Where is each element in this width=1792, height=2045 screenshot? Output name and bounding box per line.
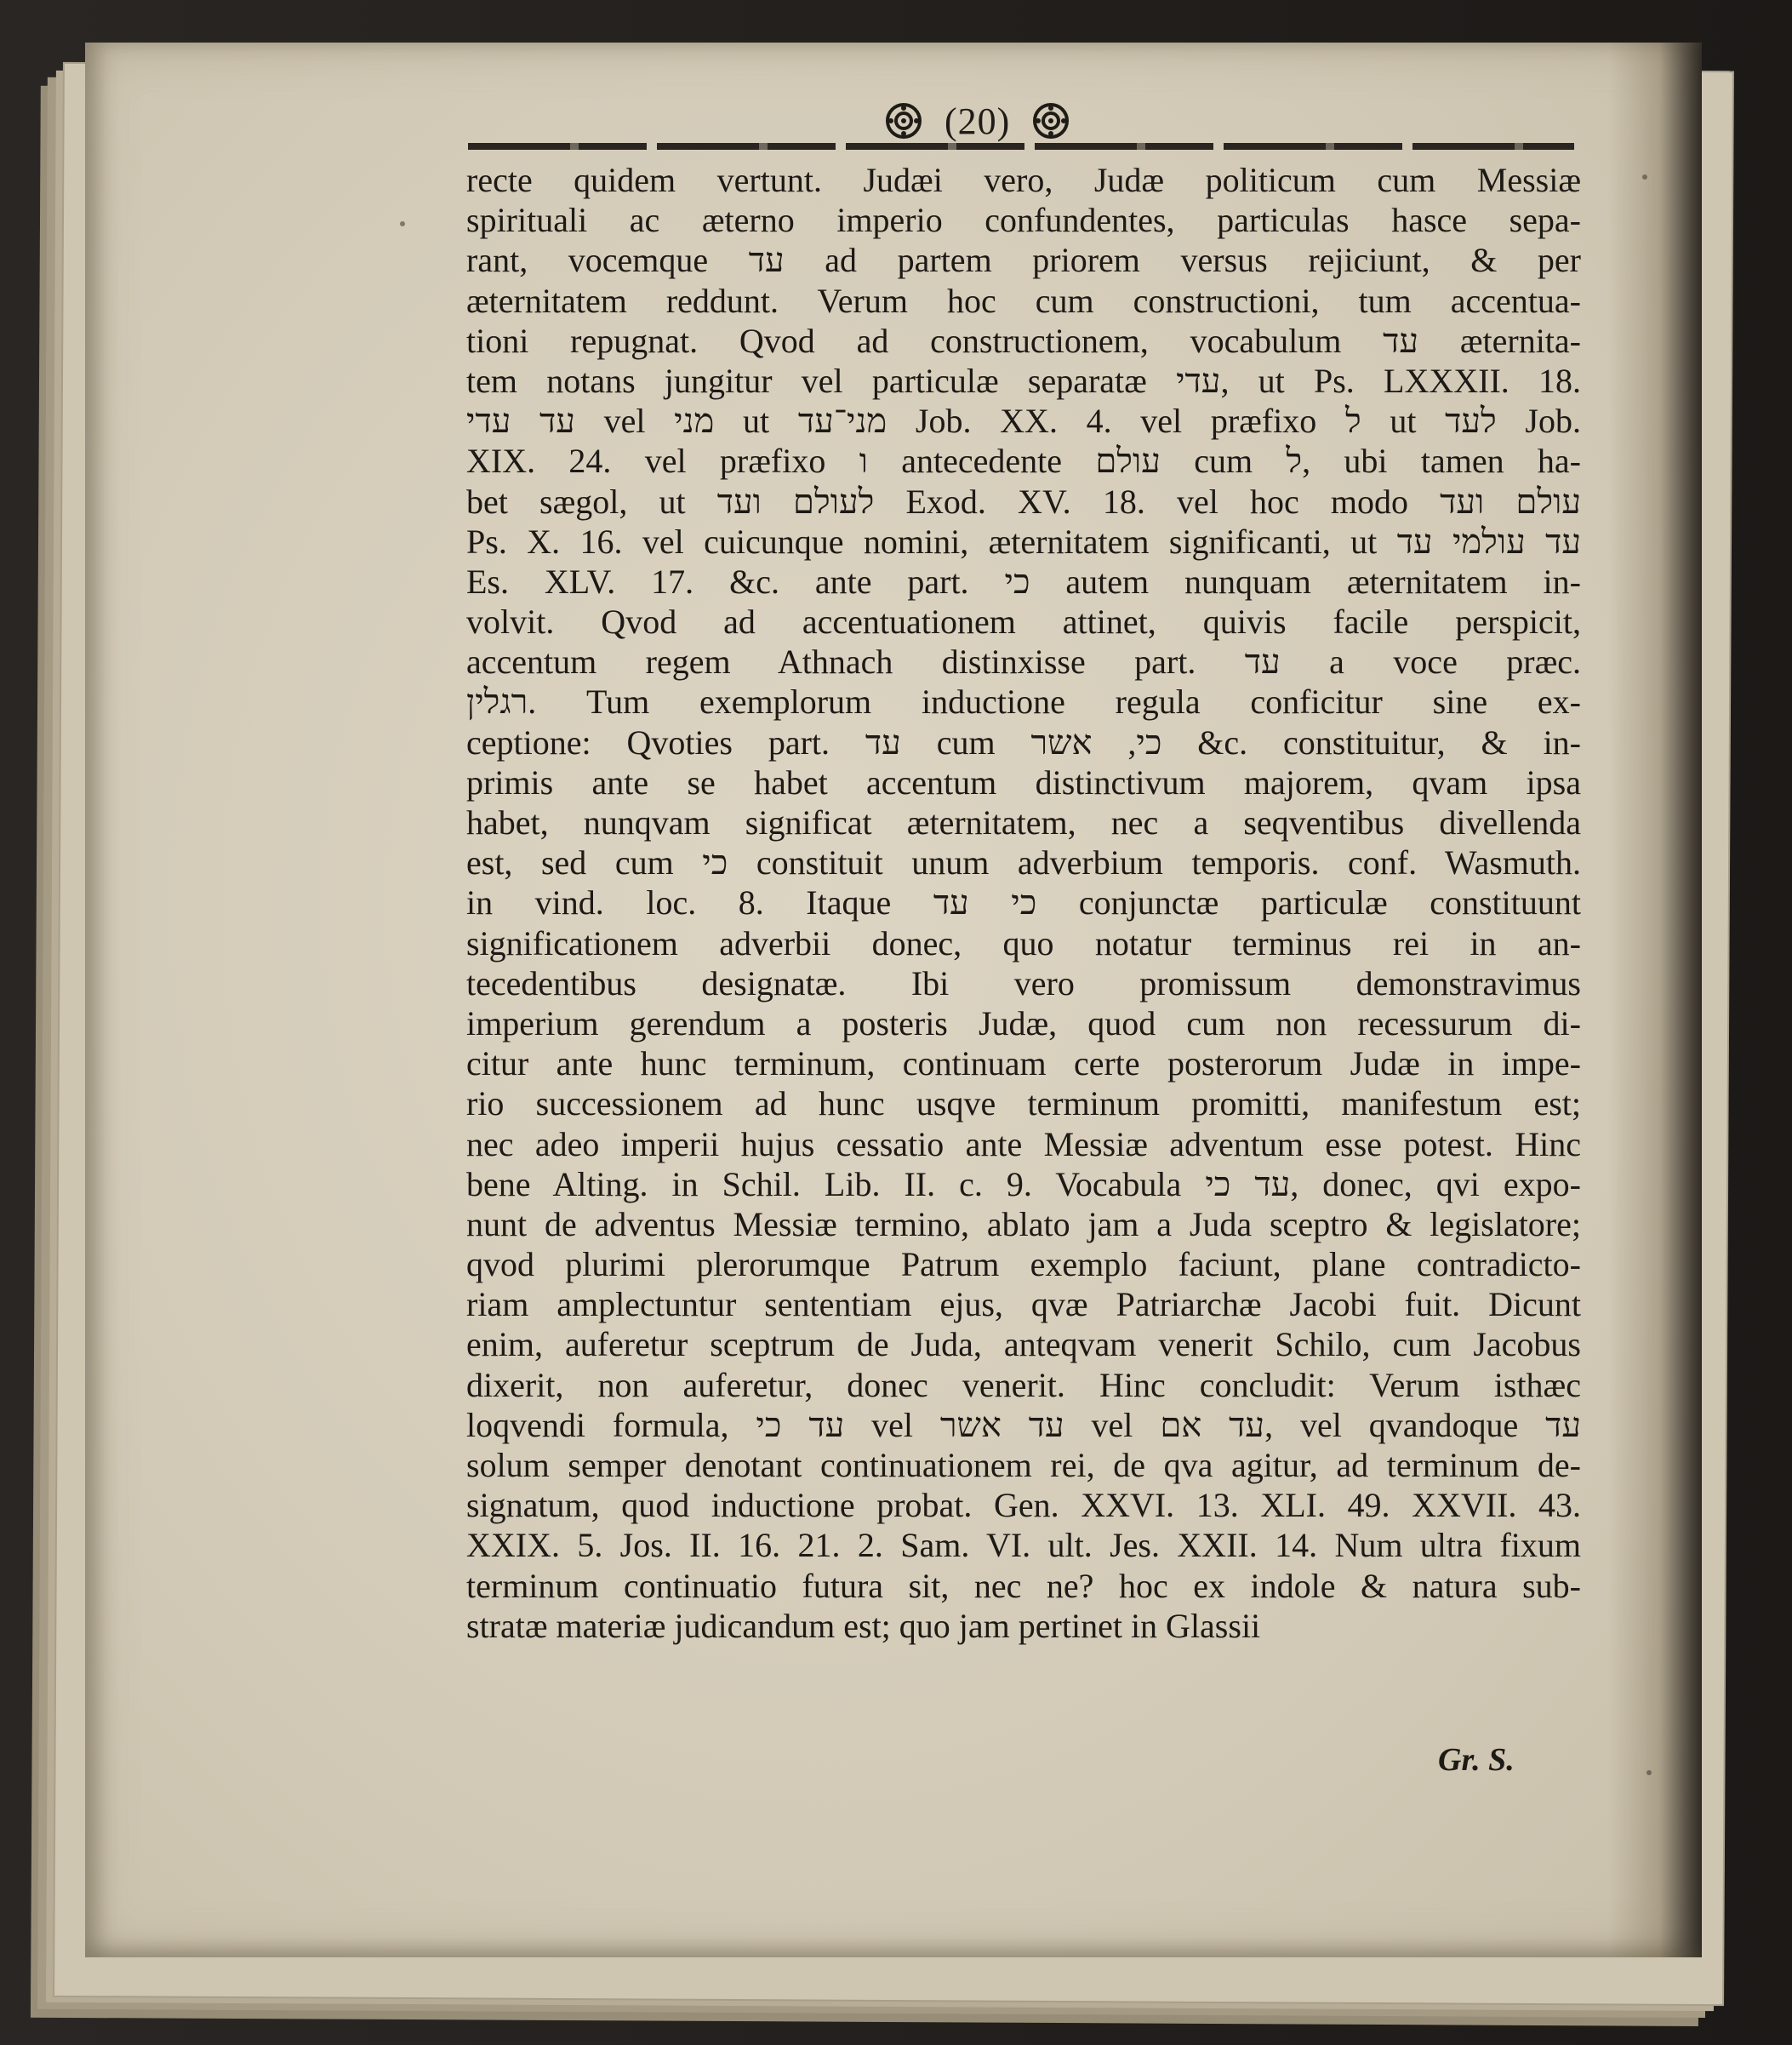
text-line: Es. XLV. 17. &c. ante part. כי autem nunquam æternitatem in- — [466, 562, 1581, 601]
page-number: (20) — [945, 100, 1011, 142]
text-line: accentum regem Athnach distinxisse part. עד a voce præc. — [466, 643, 1581, 682]
text-line: nunt de adventus Messiæ termino, ablato jam a Juda sceptro & legislatore; — [466, 1204, 1581, 1243]
text-line: XIX. 24. vel præfixo ו antecedente עולם cum ל, ubi tamen ha- — [466, 442, 1581, 481]
text-line: primis ante se habet accentum distinctivum majorem, qvam ipsa — [466, 763, 1581, 802]
text-line: bene Alting. in Schil. Lib. II. c. 9. Vocabula עד כי, donec, qvi expo- — [466, 1164, 1581, 1203]
text-line: Ps. X. 16. vel cuicunque nomini, æternitatem significanti, ut עד עולמי עד — [466, 522, 1581, 561]
text-line: tem notans jungitur vel particulæ separatæ עדי, ut Ps. LXXXII. 18. — [466, 361, 1581, 400]
text-line: solum semper denotant continuationem rei, de qva agitur, ad terminum de- — [466, 1446, 1581, 1484]
text-line: habet, nunqvam significat æternitatem, nec a seqventibus divellenda — [466, 803, 1581, 842]
text-line: terminum continuatio futura sit, nec ne? hoc ex indole & natura sub- — [466, 1566, 1581, 1605]
text-line: volvit. Qvod ad accentuationem attinet, quivis facile perspicit, — [466, 603, 1581, 642]
text-line: qvod plurimi plerorumque Patrum exemplo faciunt, plane contradicto- — [466, 1245, 1581, 1284]
text-line: dixerit, non auferetur, donec venerit. Hinc concludit: Verum isthæc — [466, 1365, 1581, 1404]
header-rule — [468, 143, 1574, 150]
text-line: spirituali ac æterno imperio confundentes, particulas hasce sepa- — [466, 201, 1581, 240]
text-line: stratæ materiæ judicandum est; quo jam pertinet in Glassii — [466, 1606, 1261, 1645]
text-line: imperium gerendum a posteris Judæ, quod cum non recessurum di- — [466, 1003, 1581, 1042]
text-line: רגלין. Tum exemplorum inductione regula conficitur sine ex- — [466, 683, 1581, 722]
text-line: tecedentibus designatæ. Ibi vero promissum demonstravimus — [466, 963, 1581, 1003]
text-line: riam amplectuntur sententiam ejus, qvæ Patriarchæ Jacobi fuit. Dicunt — [466, 1285, 1581, 1324]
catchword: Gr. S. — [1438, 1742, 1515, 1778]
running-head — [885, 95, 1070, 146]
body-text — [466, 160, 1581, 1646]
text-line: tioni repugnat. Qvod ad constructionem, vocabulum עד æternita- — [466, 321, 1581, 360]
ink-speck — [400, 221, 405, 226]
text-line: rio successionem ad hunc usqve terminum promitti, manifestum est; — [466, 1084, 1581, 1123]
text-line: recte quidem vertunt. Judæi vero, Judæ politicum cum Messiæ — [466, 161, 1581, 199]
text-line: rant, vocemque עד ad partem priorem versus rejiciunt, & per — [466, 241, 1581, 280]
text-line: est, sed cum כי constituit unum adverbium temporis. conf. Wasmuth. — [466, 843, 1581, 883]
text-line: significationem adverbii donec, quo notatur terminus rei in an- — [466, 923, 1581, 963]
ink-speck — [1646, 1770, 1652, 1775]
text-line: עד עדי vel מני ut מני־עד Job. XX. 4. vel præfixo ל ut לעד Job. — [466, 402, 1581, 441]
text-line: æternitatem reddunt. Verum hoc cum constructioni, tum accentua- — [466, 281, 1581, 320]
book-gutter — [1608, 43, 1702, 1957]
text-line: XXIX. 5. Jos. II. 16. 21. 2. Sam. VI. ult. Jes. XXII. 14. Num ultra fixum — [466, 1526, 1581, 1565]
text-line: in vind. loc. 8. Itaque כי עד conjunctæ particulæ constituunt — [466, 883, 1581, 923]
text-line: citur ante hunc terminum, continuam certe posterorum Judæ in impe- — [466, 1044, 1581, 1083]
text-line: nec adeo imperii hujus cessatio ante Messiæ adventum esse potest. Hinc — [466, 1124, 1581, 1163]
text-line: loqvendi formula, עד כי vel עד אשר vel עד אם, vel qvandoque עד — [466, 1405, 1581, 1444]
text-line: signatum, quod inductione probat. Gen. XXVI. 13. XLI. 49. XXVII. 43. — [466, 1486, 1581, 1525]
text-line: ceptione: Qvoties part. עד cum כי, אשר &c. constituitur, & in- — [466, 723, 1581, 762]
rosette-ornament-left-icon — [885, 102, 922, 140]
text-line: enim, auferetur sceptrum de Juda, anteqvam venerit Schilo, cum Jacobus — [466, 1325, 1581, 1364]
text-line: bet sægol, ut לעולם ועד Exod. XV. 18. vel hoc modo עולם ועד — [466, 482, 1581, 521]
rosette-ornament-right-icon — [1032, 102, 1070, 140]
ink-speck — [1642, 174, 1647, 180]
